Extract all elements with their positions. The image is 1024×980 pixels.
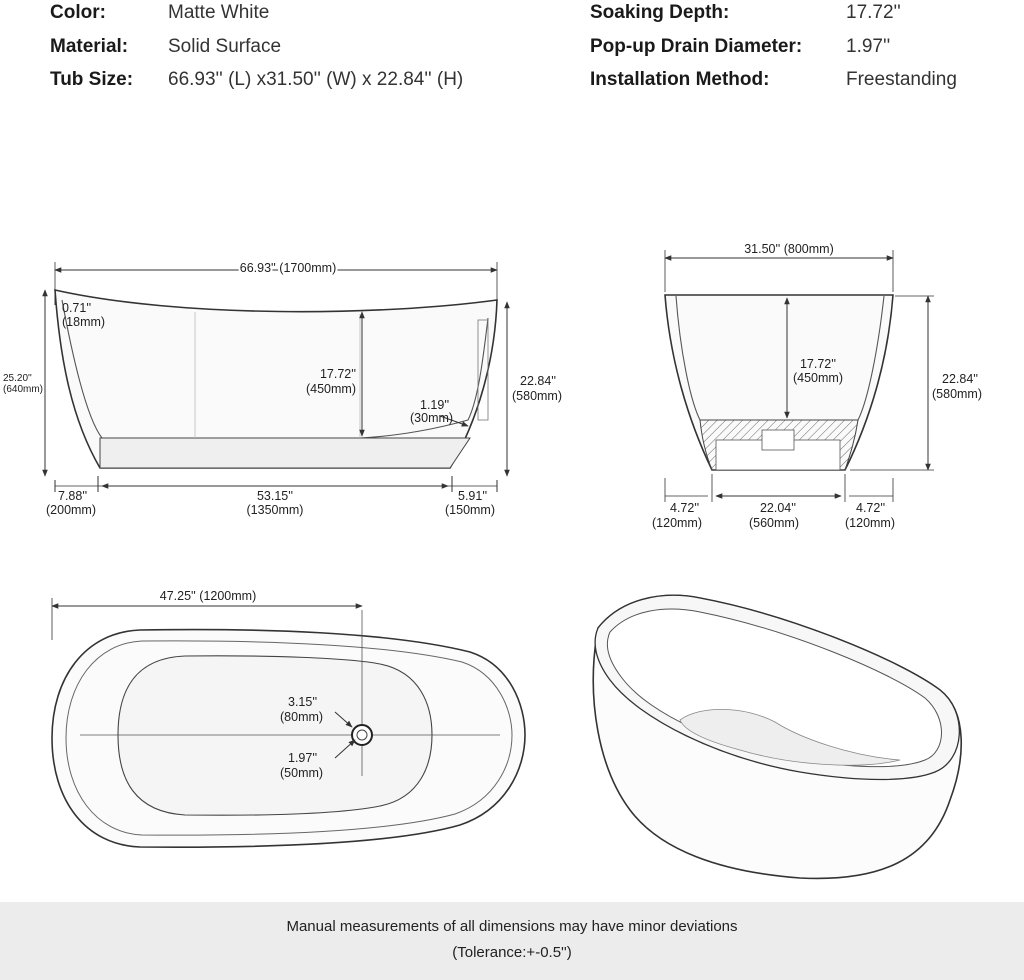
end-height-mm: (580mm) (932, 387, 983, 401)
side-rim-mm: (18mm) (62, 315, 106, 329)
tolerance-footer (0, 902, 1024, 980)
end-view-drain-section (762, 430, 794, 450)
side-back-in: 25.20'' (3, 373, 32, 384)
drain-outer-mm: (80mm) (280, 710, 324, 724)
spec-material-label: Material: (50, 36, 129, 57)
side-back-mm: (640mm) (3, 384, 44, 395)
side-rim-in: 0.71'' (62, 301, 92, 315)
spec-soaking-depth-value: 17.72'' (846, 2, 901, 23)
end-base-in: 22.04'' (759, 501, 797, 515)
end-left-mm: (120mm) (652, 516, 703, 530)
perspective-view (593, 595, 961, 878)
side-view-base (100, 438, 470, 468)
spec-color-label: Color: (50, 2, 106, 23)
end-base-mm: (560mm) (748, 516, 800, 530)
side-length-label: 66.93'' (1700mm) (239, 261, 337, 275)
spec-drain-value: 1.97'' (846, 36, 891, 57)
top-view (52, 589, 525, 847)
end-right-mm: (120mm) (845, 516, 896, 530)
side-slope-in: 1.19'' (420, 398, 450, 412)
side-base-in: 53.15'' (256, 489, 294, 503)
side-height-in: 22.84'' (520, 374, 557, 388)
side-depth-mm: (450mm) (305, 382, 356, 396)
side-depth-in: 17.72'' (319, 367, 356, 381)
spec-install-label: Installation Method: (590, 69, 770, 90)
spec-color-value: Matte White (168, 2, 270, 23)
end-right-in: 4.72'' (856, 501, 886, 515)
end-depth-mm: (450mm) (792, 371, 844, 385)
spec-material-value: Solid Surface (168, 36, 282, 57)
drain-inner-circle (357, 730, 367, 740)
spec-install-value: Freestanding (846, 69, 957, 90)
side-view (3, 261, 562, 517)
end-depth-in: 17.72'' (799, 357, 837, 371)
end-left-in: 4.72'' (670, 501, 700, 515)
drain-inner-mm: (50mm) (280, 766, 324, 780)
side-left-mm: (200mm) (46, 503, 97, 517)
spec-tub-size-value: 66.93'' (L) x31.50'' (W) x 22.84'' (H) (168, 69, 464, 90)
top-view-basin (118, 656, 432, 815)
side-left-in: 7.88'' (58, 489, 88, 503)
spec-tub-size-label: Tub Size: (50, 69, 134, 90)
side-right-in: 5.91'' (458, 489, 488, 503)
spec-soaking-depth-label: Soaking Depth: (590, 2, 730, 23)
spec-drain-label: Pop-up Drain Diameter: (590, 36, 803, 57)
side-right-mm: (150mm) (445, 503, 496, 517)
end-width-label: 31.50'' (800mm) (744, 242, 834, 256)
end-view (652, 242, 982, 530)
side-slope-mm: (30mm) (410, 411, 454, 425)
drain-outer-in: 3.15'' (288, 695, 318, 709)
side-height-mm: (580mm) (512, 389, 563, 403)
drain-inner-in: 1.97'' (288, 751, 318, 765)
end-height-in: 22.84'' (942, 372, 979, 386)
side-base-mm: (1350mm) (246, 503, 304, 517)
top-drain-offset-label: 47.25'' (1200mm) (159, 589, 257, 603)
tolerance-line-1: Manual measurements of all dimensions may have minor deviations (286, 918, 738, 935)
tolerance-line-2: (Tolerance:+-0.5'') (452, 944, 572, 961)
